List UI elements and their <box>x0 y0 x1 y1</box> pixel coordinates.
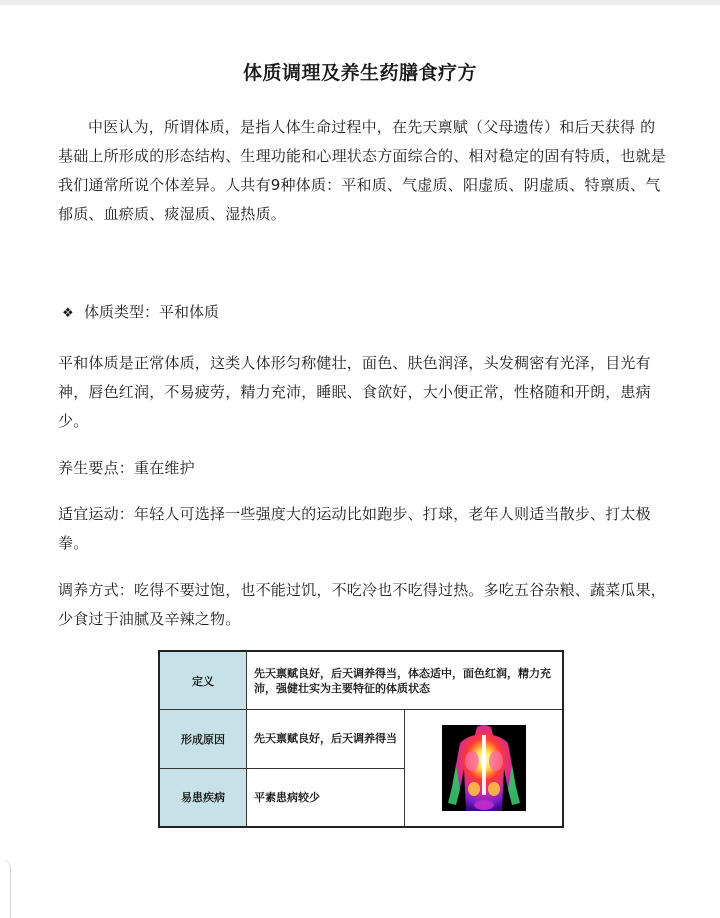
definition-label: 定义 <box>159 651 247 710</box>
page-title: 体质调理及养生药膳食疗方 <box>242 62 477 84</box>
thermal-image-cell <box>405 710 563 827</box>
exercise-paragraph: 适宜运动：年轻人可选择一些强度大的运动比如跑步、打球，老年人则适当散步、打太极拳。 <box>58 505 651 552</box>
disease-label: 易患疾病 <box>159 768 247 827</box>
table-row <box>159 651 563 710</box>
disease-value: 平素患病较少 <box>247 768 405 827</box>
intro-paragraph: 中医认为，所谓体质，是指人体生命过程中，在先天禀赋（父母遗传）和后天获得 的基础上所形成的形态结构、生理功能和心理状态方面综合的、相对稳定的固有特质，也就是我们通常所说个体差异。人共有9种体质：平和质、气虚质、阳虚质、阴虚质、特禀质、气郁质、血瘀质、痰湿质、湿热质。 <box>58 118 667 223</box>
description-paragraph: 平和体质是正常体质，这类人体形匀称健壮，面色、肤色润泽，头发稠密有光泽，目光有神，唇色红润，不易疲劳，精力充沛，睡眠、食欲好，大小便正常，性格随和开朗，患病少。 <box>58 354 651 430</box>
top-strip <box>0 0 720 5</box>
constitution-type-heading <box>62 300 219 326</box>
cause-label: 形成原因 <box>159 710 247 769</box>
diamond-bullet-icon: ❖ <box>62 306 74 321</box>
definition-value: 先天禀赋良好，后天调养得当，体态适中，面色红润，精力充沛，强健壮实为主要特征的体质状态 <box>247 651 564 710</box>
constitution-type-label: 体质类型：平和体质 <box>84 303 220 321</box>
diet-paragraph: 调养方式：吃得不要过饱，也不能过饥，不吃冷也不吃得过热。多吃五谷杂粮、蔬菜瓜果，少食过于油腻及辛辣之物。 <box>58 581 667 628</box>
table-row <box>159 710 563 769</box>
cause-value: 先天禀赋良好，后天调养得当 <box>247 710 405 769</box>
thermal-body-image <box>442 725 526 811</box>
constitution-info-table <box>158 650 564 828</box>
key-point-paragraph: 养生要点：重在维护 <box>58 459 195 477</box>
page-corner-decoration <box>0 858 11 918</box>
